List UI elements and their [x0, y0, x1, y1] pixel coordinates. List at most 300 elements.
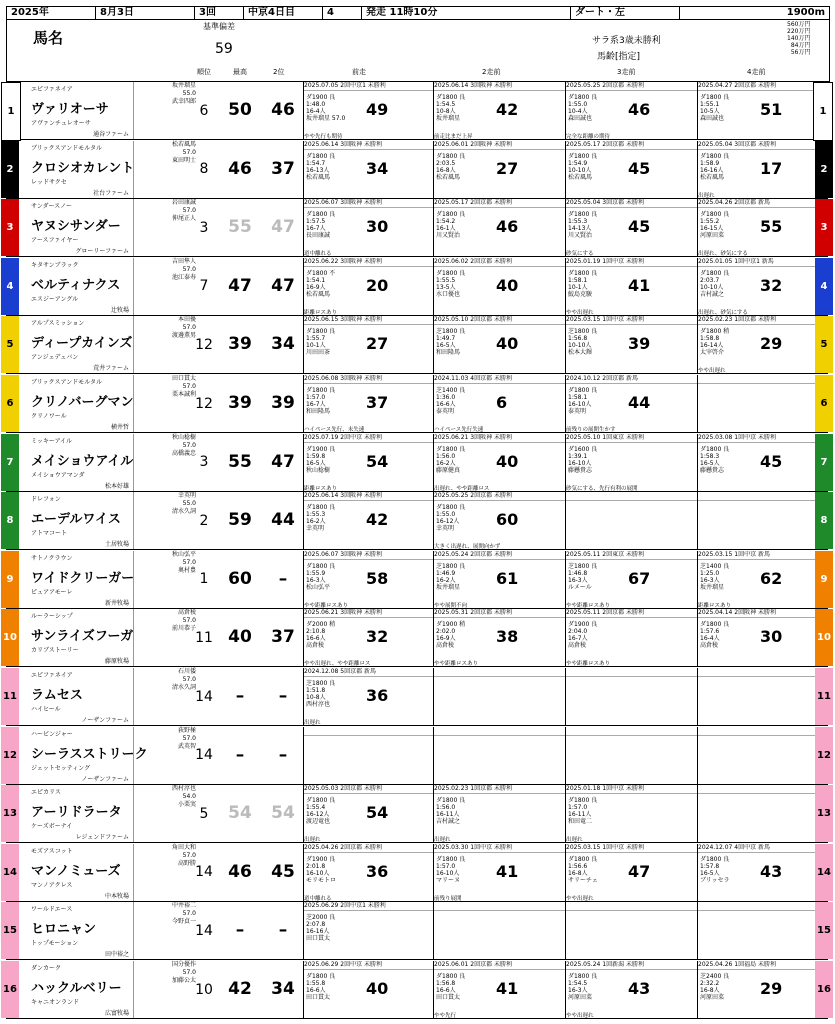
- sire: ブリックスアンドモルタル: [31, 144, 102, 152]
- race-score: 47: [628, 861, 651, 881]
- race-header: 2025.03.15 1回中京 未勝利: [566, 316, 701, 325]
- horse-name[interactable]: シーラスストリーク: [31, 746, 148, 762]
- race-comment: 距離ロスあり: [304, 484, 439, 491]
- past-race-2[interactable]: [433, 141, 569, 198]
- past-race-1[interactable]: [303, 492, 439, 549]
- race-comment: 出遅れ、砂気にする: [698, 308, 833, 315]
- race-header: 2025.05.17 2回京都 未勝利: [566, 141, 701, 150]
- sire: モズアスコット: [31, 847, 73, 855]
- horse-row[interactable]: [6, 199, 828, 257]
- second-rating: 44: [271, 510, 295, 531]
- past-race-2[interactable]: [433, 668, 569, 725]
- race-header: [698, 492, 833, 501]
- horse-info: [21, 141, 133, 198]
- second-rating: 46: [271, 100, 295, 120]
- sire: サンダースノー: [31, 203, 72, 211]
- trainer: 清水久詞: [171, 508, 196, 516]
- past-race-1[interactable]: [303, 961, 439, 1018]
- past-race-4[interactable]: [697, 258, 833, 315]
- horse-name[interactable]: クロシオカレント: [31, 160, 135, 176]
- race-score: 29: [760, 334, 783, 354]
- race-header: [566, 492, 701, 501]
- race-header: 2025.03.15 1回中京 新馬: [698, 551, 833, 560]
- weight: 57.0: [182, 851, 196, 859]
- horse-row[interactable]: [3, 785, 831, 843]
- horse-name[interactable]: アーリドラータ: [31, 805, 122, 821]
- dam: アトマコート: [31, 530, 68, 538]
- odds-rank: 10: [195, 981, 213, 998]
- race-header: [698, 902, 833, 911]
- race-details: 芝2000 良 2:07.8 16-16人 田口貫太: [306, 914, 336, 943]
- race-comment: やや出遅れ: [698, 366, 833, 373]
- race-header: 2025.05.11 2回京都 未勝利: [566, 609, 701, 618]
- jockey-info: [133, 258, 198, 315]
- race-comment: やや展開不向: [434, 601, 569, 608]
- race-header: 2025.04.27 2回京都 未勝利: [698, 82, 833, 91]
- past-race-1[interactable]: [303, 141, 439, 198]
- jockey-info: [133, 727, 198, 784]
- dam: メイショウアマンダ: [31, 471, 85, 479]
- race-details: ダ1800 良 1:54.2 16-1人 川又賢治: [436, 211, 466, 240]
- past-race-2[interactable]: [433, 316, 569, 373]
- past-race-3[interactable]: [565, 844, 701, 901]
- second-rating: 45: [271, 861, 295, 882]
- past-race-2[interactable]: [433, 961, 569, 1018]
- race-score: 43: [628, 979, 651, 998]
- title: 馬名: [33, 29, 64, 47]
- jockey: 秋山弘平: [171, 550, 196, 558]
- trainer: 伸尾正人: [171, 215, 196, 223]
- race-details: ダ1900 良 1:48.0 16-4人 坂井瑠星 57.0: [306, 94, 346, 122]
- race-score: 41: [628, 275, 651, 295]
- race-header: 2025.05.24 1回新潟 未勝利: [566, 961, 701, 970]
- sire: サトノクラウン: [31, 554, 73, 562]
- col-best: 最高: [233, 68, 247, 76]
- jockey-info: [133, 199, 198, 256]
- past-race-2[interactable]: [433, 82, 569, 139]
- race-details: ダ1800 良 1:55.3 14-13人 川又賢治: [568, 211, 598, 240]
- past-race-2[interactable]: [433, 609, 569, 666]
- horse-name[interactable]: メイショウアイル: [31, 453, 134, 469]
- second-rating: 47: [271, 275, 295, 296]
- best-rating: 50: [228, 100, 252, 120]
- jockey-info: [133, 844, 198, 901]
- horse-number-left: 5: [1, 316, 19, 373]
- odds-rank: 2: [199, 512, 209, 529]
- horse-row[interactable]: [6, 492, 828, 550]
- race-comment: やや先行も期待: [304, 132, 439, 139]
- past-race-3[interactable]: [565, 609, 701, 666]
- best-rating: 59: [228, 510, 252, 531]
- past-race-3[interactable]: [565, 258, 701, 315]
- horse-row[interactable]: [6, 141, 828, 199]
- date: 8月3日: [96, 7, 195, 19]
- race-header: 2025.05.31 2回京都 未勝利: [434, 609, 569, 618]
- race-score: 32: [366, 627, 389, 647]
- horse-number-right: 6: [815, 375, 833, 432]
- past-race-4[interactable]: [697, 492, 833, 549]
- horse-number-right: 14: [815, 844, 833, 901]
- past-race-3[interactable]: [565, 316, 701, 373]
- jockey: 本田優: [177, 316, 196, 324]
- col-prev4: 4走前: [747, 68, 766, 76]
- horse-number-left: 4: [1, 258, 19, 315]
- past-race-1[interactable]: [303, 199, 439, 256]
- weight: 57.0: [182, 383, 196, 390]
- race-score: 30: [366, 217, 389, 237]
- horse-name[interactable]: ワイドクリーガー: [31, 570, 135, 586]
- horse-row[interactable]: [6, 375, 828, 433]
- past-race-1[interactable]: [303, 551, 439, 608]
- horse-name[interactable]: ディープカインズ: [31, 336, 133, 352]
- owner: ノーザンファーム: [81, 717, 129, 724]
- horse-name[interactable]: クリノバーグマン: [31, 395, 134, 410]
- race-details: ダ1800 良 2:03.5 16-8人 松若風馬: [436, 152, 466, 181]
- best-rating: –: [235, 920, 245, 941]
- race-score: 29: [760, 979, 783, 998]
- race-score: 44: [628, 393, 651, 412]
- horse-name[interactable]: ベルティナクス: [31, 277, 121, 293]
- second-rating: 39: [271, 393, 295, 413]
- jockey: 吉田隼人: [171, 257, 196, 265]
- race-score: 58: [366, 568, 389, 588]
- race-comment: 出遅れ: [566, 835, 701, 842]
- past-race-2[interactable]: [433, 258, 569, 315]
- trainer: 加藤公太: [171, 977, 196, 984]
- race-score: 27: [366, 334, 389, 354]
- horse-row[interactable]: [6, 551, 828, 609]
- jockey-info: [133, 82, 198, 139]
- race-comment: 前残り展開: [434, 894, 569, 901]
- sire: エピファネイア: [31, 86, 73, 93]
- trainer: 高橋義忠: [171, 449, 196, 457]
- race-comment: 道中離れる: [304, 894, 439, 901]
- horse-info: [21, 609, 133, 666]
- jockey-info: [133, 902, 198, 959]
- race-details: 芝1800 良 1:56.8 10-10人 松本大輝: [568, 328, 598, 357]
- race-header: 2025.04.14 2回阪神 未勝利: [698, 609, 833, 618]
- second-rating: 54: [271, 803, 295, 824]
- best-rating: 54: [228, 803, 252, 824]
- race-header: 2025.06.22 3回阪神 未勝利: [304, 258, 439, 267]
- race-score: 42: [366, 510, 389, 530]
- past-race-4[interactable]: [697, 844, 833, 901]
- race-score: 20: [366, 275, 389, 295]
- horse-name[interactable]: ヤヌシサンダー: [31, 219, 121, 235]
- race-comment: やや先行: [434, 1011, 569, 1018]
- race-details: ダ1800 良 1:55.7 10-1人 川田田茶: [306, 328, 336, 357]
- horse-number-right: 16: [815, 961, 833, 1018]
- horse-row[interactable]: [3, 902, 831, 960]
- dam: マンノアクレス: [31, 881, 73, 889]
- race-score: 67: [628, 568, 651, 588]
- past-race-3[interactable]: [565, 668, 701, 725]
- horse-name[interactable]: ラムセス: [31, 688, 83, 703]
- race-header: [566, 668, 701, 677]
- past-race-3[interactable]: [565, 727, 701, 784]
- past-race-3[interactable]: [565, 492, 701, 549]
- horse-info: [21, 316, 133, 373]
- race-score: 54: [366, 451, 389, 471]
- race-details: ダ1800 良 1:55.5 13-5人 水口優也: [436, 269, 466, 298]
- past-race-4[interactable]: [697, 375, 833, 432]
- race-header: 2025.02.23 1回京都 未勝利: [698, 316, 833, 325]
- horse-number-left: 7: [1, 434, 19, 491]
- past-race-1[interactable]: [303, 785, 439, 842]
- past-race-4[interactable]: [697, 434, 833, 491]
- weight: 57.0: [182, 969, 196, 976]
- race-score: 41: [496, 979, 519, 998]
- horse-number-right: 15: [815, 902, 833, 959]
- race-header: 2025.06.07 3回阪神 未勝利: [304, 199, 439, 208]
- past-race-4[interactable]: [697, 785, 833, 842]
- trainer: 渡邊薫男: [171, 332, 196, 340]
- race-comment: やや距離ロスあり: [304, 601, 439, 608]
- race-score: 61: [496, 568, 519, 588]
- weight: 57.0: [182, 265, 196, 273]
- horse-name[interactable]: エーデルワイス: [31, 512, 121, 528]
- race-comment: 道中離れる: [304, 249, 439, 256]
- race-details: 芝1800 良 1:46.8 16-3人 ルメール: [568, 562, 598, 591]
- owner: 土居牧場: [104, 541, 129, 549]
- race-comment: 出遅れ: [434, 835, 569, 842]
- race-header: 2025.05.24 2回京都 未勝利: [434, 551, 569, 560]
- past-race-4[interactable]: [697, 316, 833, 373]
- horse-row[interactable]: [3, 609, 831, 667]
- past-race-3[interactable]: [565, 434, 701, 491]
- horse-number-left: 12: [1, 727, 19, 784]
- past-race-4[interactable]: [697, 141, 833, 198]
- horse-number-right: 8: [815, 492, 833, 549]
- horse-name[interactable]: サンライズフーガ: [31, 629, 134, 645]
- race-score: 43: [760, 861, 783, 881]
- race-score: 45: [628, 158, 651, 178]
- horse-number-left: 11: [1, 668, 19, 725]
- jockey: 松若風馬: [171, 140, 196, 148]
- race-details: ダ1800 良 1:56.0 16-2人 藤原健真: [436, 445, 466, 474]
- dam: ケーズボーナイ: [31, 823, 73, 831]
- race-score: 34: [366, 158, 389, 178]
- race-comment: 前残りの展開生かす: [566, 425, 701, 432]
- odds-rank: 11: [195, 629, 213, 646]
- past-race-4[interactable]: [697, 727, 833, 784]
- race-comment: やや出遅れ: [566, 894, 701, 901]
- past-race-1[interactable]: [303, 82, 439, 139]
- best-rating: 47: [228, 275, 252, 296]
- horse-row[interactable]: [6, 434, 828, 492]
- race-score: 39: [628, 334, 651, 354]
- race-number: 4: [323, 7, 362, 19]
- past-race-4[interactable]: [697, 902, 833, 959]
- race-details: ダ1800 良 1:54.7 16-13人 松若風馬: [306, 152, 336, 181]
- owner: 藤原牧場: [104, 658, 129, 666]
- odds-rank: 14: [195, 922, 213, 939]
- distance: 1900m: [786, 7, 825, 18]
- horse-row[interactable]: [6, 316, 828, 374]
- dam: ピュアアモーレ: [31, 588, 73, 596]
- past-race-2[interactable]: [433, 727, 569, 784]
- race-header: 2025.05.10 1回東京 未勝利: [566, 434, 701, 443]
- race-score: 51: [760, 100, 783, 119]
- past-race-3[interactable]: [565, 961, 701, 1018]
- horse-name[interactable]: ヴァリオーサ: [31, 102, 109, 117]
- trainer: 小栗実: [177, 801, 196, 809]
- trainer: 奥村豊: [177, 566, 196, 574]
- race-comment: やや出遅れ: [566, 308, 701, 315]
- past-race-1[interactable]: [303, 727, 439, 784]
- horse-info: [21, 199, 133, 256]
- sire: ミッキーアイル: [31, 437, 73, 445]
- race-header: 2025.06.14 3回阪神 未勝利: [434, 82, 569, 91]
- trainer: 清水久詞: [171, 684, 196, 691]
- past-race-3[interactable]: [565, 199, 701, 256]
- race-condition: サラ系3歳未勝利: [592, 36, 661, 46]
- race-details: ダ1800 良 1:55.9 16-3人 松山弘平: [306, 562, 336, 591]
- race-score: 55: [760, 217, 783, 237]
- past-race-1[interactable]: [303, 375, 439, 432]
- race-details: ダ1800 良 1:55.8 16-6人 田口貫太: [306, 973, 336, 1001]
- past-race-4[interactable]: [697, 199, 833, 256]
- past-race-1[interactable]: [303, 668, 439, 725]
- meet: 中京4日目: [244, 7, 323, 19]
- race-comment: 前走比まだ上昇: [434, 132, 569, 139]
- race-score: 40: [496, 334, 519, 354]
- race-details: ダ2000 稍 2:10.8 16-6人 高倉稜: [306, 621, 336, 650]
- race-header: [566, 727, 701, 736]
- base-rating: 59: [215, 41, 233, 57]
- past-race-3[interactable]: [565, 141, 701, 198]
- horse-row[interactable]: [3, 726, 831, 785]
- horse-row[interactable]: [6, 258, 828, 316]
- race-details: ダ1800 良 1:58.1 10-1人 鮫島克駿: [568, 269, 598, 298]
- race-header: 2025.03.08 1回中京 未勝利: [698, 434, 833, 443]
- past-race-1[interactable]: [303, 844, 439, 901]
- past-race-3[interactable]: [565, 82, 701, 139]
- dam: ジェットセッティング: [31, 764, 91, 772]
- best-rating: 46: [228, 158, 252, 179]
- odds-rank: 12: [195, 395, 213, 412]
- jockey: 角田大和: [171, 843, 196, 851]
- best-rating: 42: [228, 979, 252, 999]
- horse-name[interactable]: マンノミューズ: [31, 863, 121, 879]
- race-comment: 出遅れ: [304, 718, 439, 725]
- race-details: ダ1800 稍 1:58.8 16-14人 太宰啓介: [700, 328, 730, 357]
- past-race-1[interactable]: [303, 902, 439, 959]
- horse-row[interactable]: [3, 668, 831, 726]
- horse-number-right: 1: [813, 82, 833, 141]
- weight: 54.0: [182, 793, 196, 801]
- race-details: ダ1800 良 1:57.5 16-7人 長田康誠: [306, 211, 336, 240]
- race-header: 2025.07.19 2回中京 未勝利: [304, 434, 439, 443]
- race-header: [434, 727, 569, 736]
- trainer: 栗本誠利: [171, 391, 196, 398]
- jockey: 秋山稔樹: [171, 433, 196, 441]
- past-race-1[interactable]: [303, 258, 439, 315]
- past-race-2[interactable]: [433, 434, 569, 491]
- weight: 57.0: [182, 148, 196, 156]
- race-header: 2025.05.17 2回京都 未勝利: [434, 199, 569, 208]
- past-race-1[interactable]: [303, 609, 439, 666]
- horse-name[interactable]: ハックルベリー: [31, 981, 122, 996]
- past-race-2[interactable]: [433, 785, 569, 842]
- race-score: 38: [496, 627, 519, 647]
- past-race-3[interactable]: [565, 902, 701, 959]
- race-comment: 砂気にする: [566, 249, 701, 256]
- race-header: [698, 785, 833, 794]
- past-race-3[interactable]: [565, 785, 701, 842]
- horse-number-right: 7: [815, 434, 833, 491]
- weight: 57.0: [182, 617, 196, 625]
- race-details: 芝2400 良 2:32.2 16-8人 河原田菜: [700, 973, 730, 1001]
- horse-row[interactable]: [6, 82, 828, 140]
- sire: ワールドエース: [31, 906, 73, 914]
- past-race-4[interactable]: [697, 961, 833, 1018]
- past-race-4[interactable]: [697, 609, 833, 666]
- past-race-4[interactable]: [697, 551, 833, 608]
- race-header: 2025.06.29 2回中京1 未勝利: [304, 902, 439, 911]
- dam: クリノワール: [31, 413, 67, 420]
- horse-name[interactable]: ヒロニャン: [31, 922, 97, 938]
- jockey: 荻野極: [177, 726, 196, 734]
- jockey-info: [133, 375, 198, 432]
- dam: アヴァンチュレオーサ: [31, 120, 91, 127]
- owner: ノーザンファーム: [81, 775, 129, 783]
- weight: 57.0: [182, 207, 196, 215]
- race-score: 30: [760, 627, 783, 647]
- horse-info: [21, 727, 148, 784]
- past-race-4[interactable]: [697, 668, 833, 725]
- horse-row[interactable]: [3, 961, 831, 1019]
- race-score: 42: [496, 100, 519, 119]
- past-race-2[interactable]: [433, 199, 569, 256]
- race-header: 2025.05.25 2回京都 未勝利: [434, 492, 569, 501]
- past-race-3[interactable]: [565, 551, 701, 608]
- past-race-1[interactable]: [303, 316, 439, 373]
- past-race-3[interactable]: [565, 375, 701, 432]
- odds-rank: 14: [195, 864, 213, 881]
- past-race-2[interactable]: [433, 551, 569, 608]
- race-comment: 砂気にする、先行有利の展開: [566, 484, 701, 491]
- dam: アースファイヤー: [31, 237, 79, 245]
- race-header: 2025.05.10 2回京都 未勝利: [434, 316, 569, 325]
- past-race-2[interactable]: [433, 844, 569, 901]
- sire: エピカリス: [31, 789, 61, 797]
- dam: ハイヒール: [31, 706, 61, 713]
- race-details: ダ1900 良 2:04.0 16-7人 高倉稜: [568, 621, 598, 650]
- horse-info: [21, 434, 133, 491]
- race-header: 2025.05.11 2回東京 未勝利: [566, 551, 701, 560]
- jockey-info: [133, 141, 198, 198]
- past-race-1[interactable]: [303, 434, 439, 491]
- race-header: 2025.06.21 3回阪神 未勝利: [304, 609, 439, 618]
- horse-number-right: 4: [815, 258, 833, 315]
- horse-number-right: 2: [815, 141, 833, 198]
- race-header: 2024.12.08 5回京都 新馬: [304, 668, 439, 677]
- race-header: 2025.05.25 2回京都 未勝利: [566, 82, 701, 91]
- past-race-2[interactable]: [433, 492, 569, 549]
- second-rating: 47: [271, 217, 295, 238]
- horse-row[interactable]: [3, 843, 831, 902]
- sire: ダンカーク: [31, 965, 62, 972]
- past-race-2[interactable]: [433, 902, 569, 959]
- race-details: ダ1800 良 1:56.8 16-6人 田口貫太: [436, 973, 466, 1001]
- second-rating: 34: [271, 979, 295, 999]
- past-race-2[interactable]: [433, 375, 569, 432]
- race-score: 36: [366, 686, 389, 705]
- race-details: ダ1800 良 1:54.5 16-3人 河原田菜: [568, 973, 598, 1001]
- horse-number-left: 14: [1, 844, 19, 901]
- race-comment: ハイペース先行失速: [434, 425, 569, 432]
